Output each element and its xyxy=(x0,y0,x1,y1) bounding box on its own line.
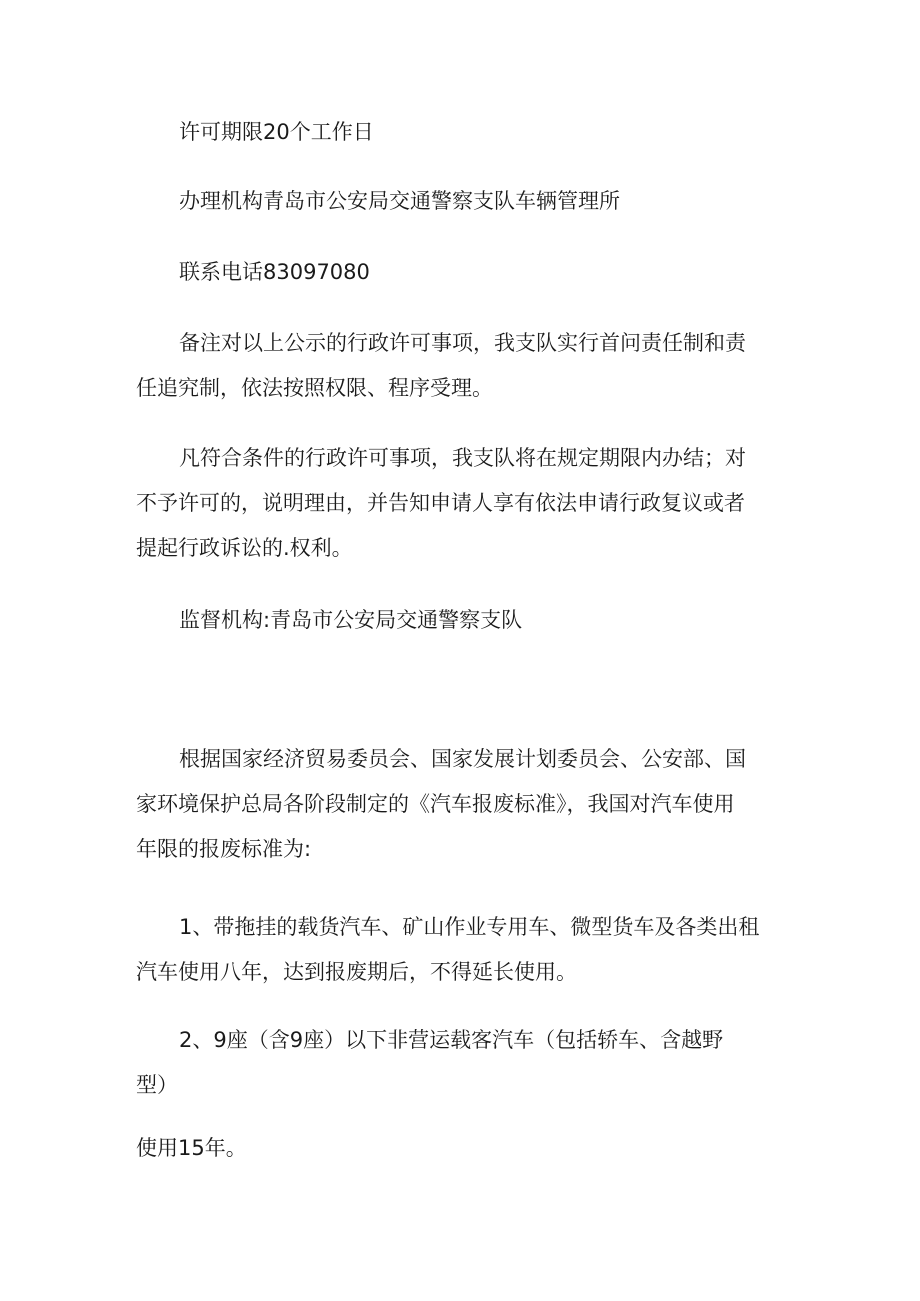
scrapping-standard-intro-paragraph xyxy=(136,737,786,872)
supervising-agency-paragraph xyxy=(136,598,786,643)
text-line: 备注对以上公示的行政许可事项，我支队实行首问责任制和责 xyxy=(179,331,746,355)
text-line: 2、9座（含9座）以下非营运载客汽车（包括轿车、含越野 xyxy=(179,1028,724,1052)
text-line: 不予许可的，说明理由，并告知申请人享有依法申请行政复议或者 xyxy=(136,491,745,515)
remarks-paragraph xyxy=(136,321,786,411)
text-line: 办理机构青岛市公安局交通警察支队车辆管理所 xyxy=(179,189,620,213)
conditions-paragraph xyxy=(136,436,786,571)
text-line: 1、带拖挂的载货汽车、矿山作业专用车、微型货车及各类出租 xyxy=(179,915,760,939)
handling-agency-paragraph xyxy=(136,179,786,224)
text-line: 联系电话83097080 xyxy=(179,260,370,284)
list-item-2 xyxy=(136,1018,786,1108)
text-line: 提起行政诉讼的.权利。 xyxy=(136,536,353,560)
text-line: 年限的报废标准为: xyxy=(136,837,312,861)
text-line: 根据国家经济贸易委员会、国家发展计划委员会、公安部、国 xyxy=(179,747,746,771)
text-line: 使用15年。 xyxy=(136,1136,247,1160)
text-line: 监督机构:青岛市公安局交通警察支队 xyxy=(179,608,523,632)
list-item-2-continuation xyxy=(136,1126,786,1171)
text-line: 凡符合条件的行政许可事项，我支队将在规定期限内办结；对 xyxy=(179,446,746,470)
list-item-1 xyxy=(136,905,786,995)
contact-phone-paragraph xyxy=(136,250,786,295)
text-line: 型） xyxy=(136,1073,178,1097)
text-line: 汽车使用八年，达到报废期后，不得延长使用。 xyxy=(136,960,577,984)
text-line: 家环境保护总局各阶段制定的《汽车报废标准》，我国对汽车使用 xyxy=(136,792,735,816)
text-line: 任追究制，依法按照权限、程序受理。 xyxy=(136,376,493,400)
permit-period-paragraph xyxy=(136,110,786,155)
text-line: 许可期限20个工作日 xyxy=(179,120,374,144)
